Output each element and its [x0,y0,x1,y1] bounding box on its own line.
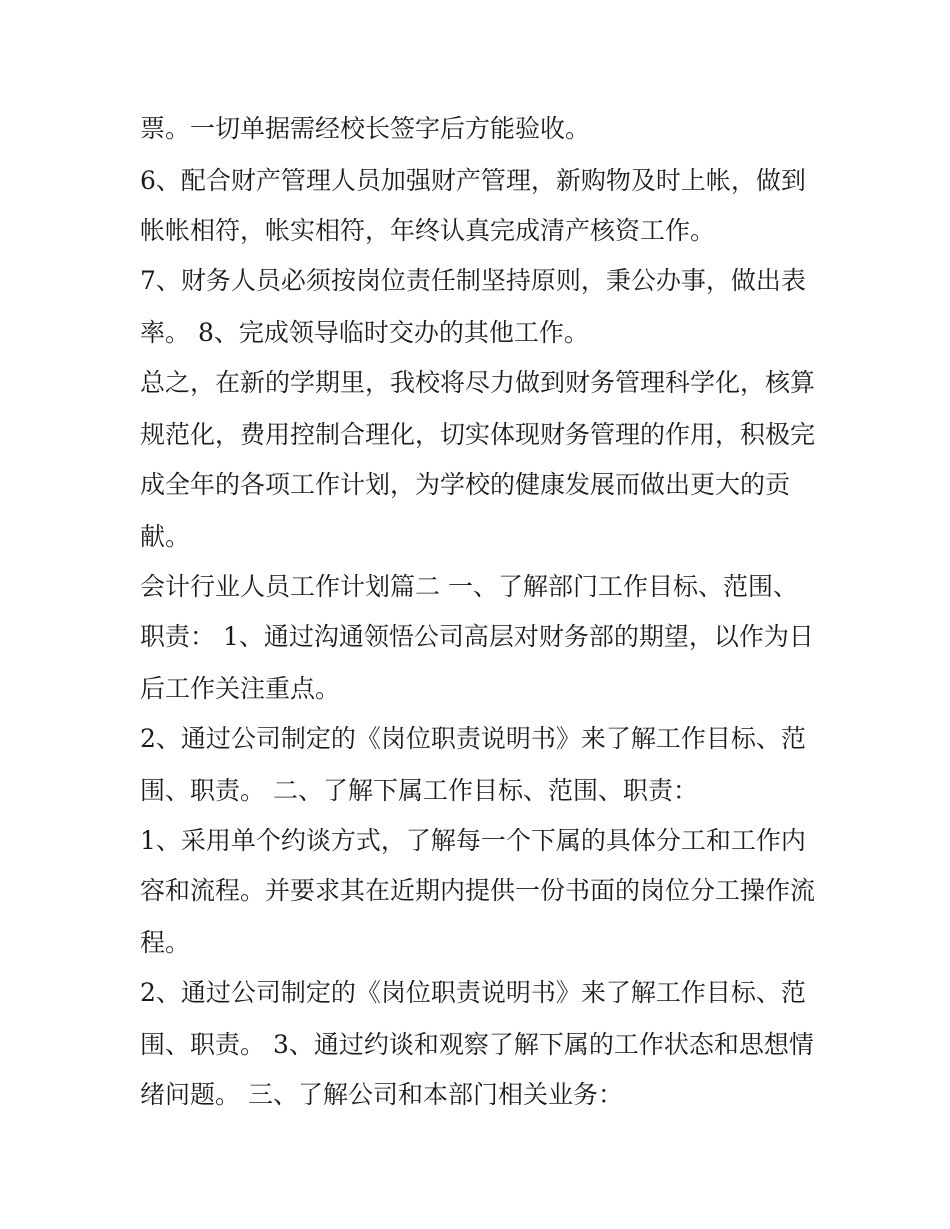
text-line: 7、财务人员必须按岗位责任制坚持原则，秉公办事，做出表 [140,266,806,295]
text-line: 总之，在新的学期里，我校将尽力做到财务管理科学化，核算 [140,368,816,397]
text-line: 帐帐相符，帐实相符，年终认真完成清产核资工作。 [140,216,716,245]
text-line: 2、通过公司制定的《岗位职责说明书》来了解工作目标、范 [140,978,806,1007]
text-line: 程。 [140,928,191,957]
text-line: 2、通过公司制定的《岗位职责说明书》来了解工作目标、范 [140,724,806,753]
text-line: 成全年的各项工作计划，为学校的健康发展而做出更大的贡 [140,470,791,499]
text-line: 6、配合财产管理人员加强财产管理，新购物及时上帐，做到 [140,166,806,195]
text-line: 规范化，费用控制合理化，切实体现财务管理的作用，积极完 [140,420,816,449]
text-line: 职责： 1、通过沟通领悟公司高层对财务部的期望，以作为日 [140,622,814,651]
text-line: 会计行业人员工作计划篇二 一、了解部门工作目标、范围、 [140,572,798,601]
text-line: 票。一切单据需经校长签字后方能验收。 [140,114,591,143]
text-line: 献。 [140,522,191,551]
text-line: 率。 8、完成领导临时交办的其他工作。 [140,318,589,347]
text-line: 围、职责。 二、了解下属工作目标、范围、职责： [140,776,698,805]
text-line: 绪问题。 三、了解公司和本部门相关业务： [140,1080,623,1109]
text-line: 1、采用单个约谈方式，了解每一个下属的具体分工和工作内 [140,826,806,855]
text-line: 围、职责。 3、通过约谈和观察了解下属的工作状态和思想情 [140,1030,814,1059]
text-line: 容和流程。并要求其在近期内提供一份书面的岗位分工操作流 [140,876,816,905]
text-line: 后工作关注重点。 [140,674,341,703]
